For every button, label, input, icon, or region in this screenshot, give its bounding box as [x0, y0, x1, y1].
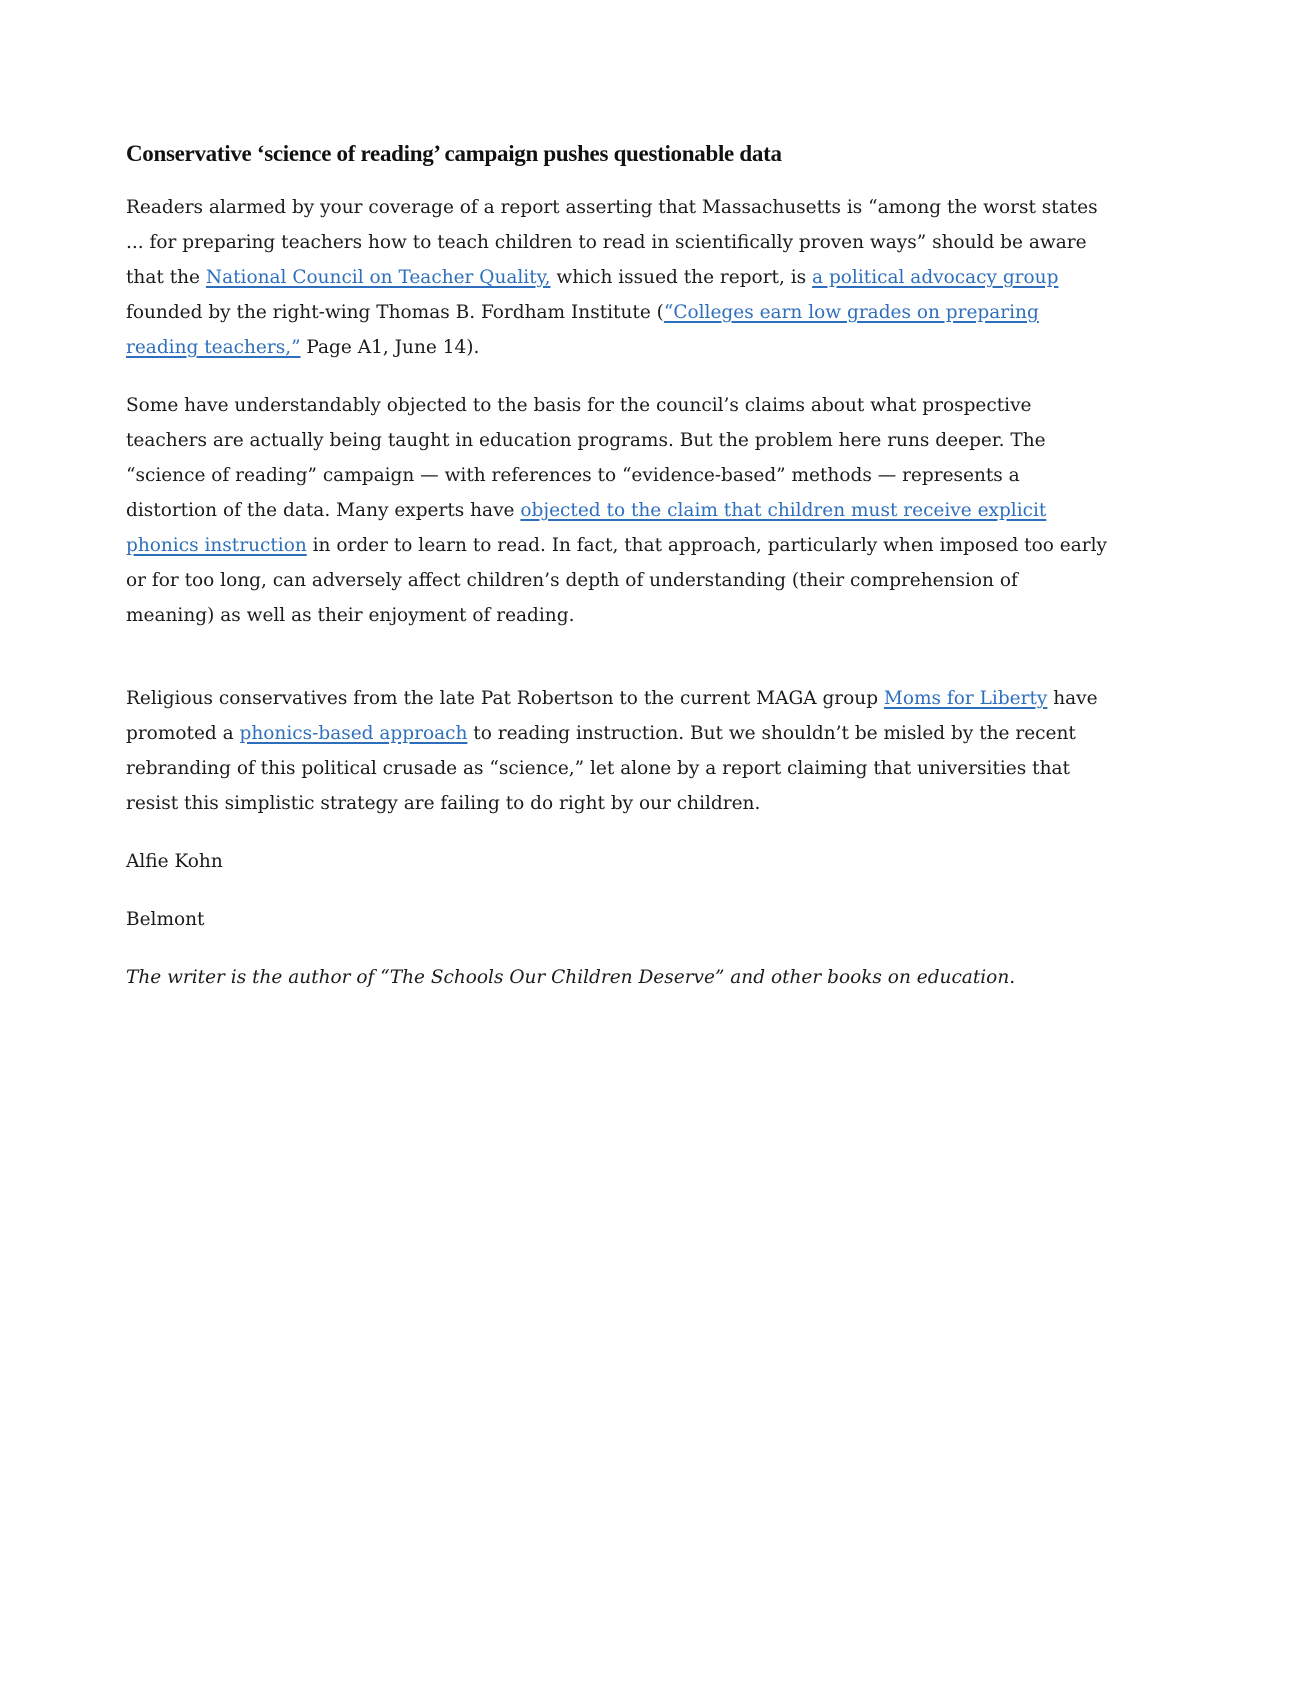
footer-author-note: The writer is the author of “The Schools Our Children Deserve” and other books on education.: [126, 967, 1016, 988]
signature-name: Alfie Kohn: [126, 851, 223, 872]
article-title: Conservative ‘science of reading’ campaign pushes questionable data: [126, 141, 782, 166]
inline-link[interactable]: “Colleges earn low grades on preparing reading teachers,”: [126, 302, 1039, 358]
article-content: [126, 140, 1111, 995]
para-deeper-problem: Some have understandably objected to the basis for the council’s claims about what prospective teachers are actually being taught in education programs. But the problem here runs deeper. The “science of reading” campaign — with references to “evidence-based” methods — represents a distortion of the data. Many experts have objected to the claim that children must receive explicit phonics instruction in order to learn to read. In fact, that approach, particularly when imposed too early or for too long, can adversely affect children’s depth of understanding (their comprehension of meaning) as well as their enjoyment of reading.: [126, 395, 1107, 626]
signature-city: Belmont: [126, 909, 205, 930]
article-body: [126, 190, 1111, 995]
para-report-claim: Readers alarmed by your coverage of a report asserting that Massachusetts is “among the worst states ... for preparing teachers how to teach children to read in scientifically proven ways” should be aware that the National Council on Teacher Quality, which issued the report, is a political advocacy group founded by the right-wing Thomas B. Fordham Institute (“Colleges earn low grades on preparing reading teachers,” Page A1, June 14).: [126, 197, 1098, 358]
inline-link[interactable]: phonics-based approach: [239, 723, 468, 744]
italic-text: The writer is the author of “The Schools Our Children Deserve” and other books on education: [126, 967, 1010, 988]
inline-link[interactable]: Moms for Liberty: [883, 688, 1048, 709]
inline-link[interactable]: objected to the claim that children must receive explicit phonics instruction: [126, 500, 1047, 556]
inline-link[interactable]: National Council on Teacher Quality,: [205, 267, 551, 288]
para-religious-conservatives: Religious conservatives from the late Pat Robertson to the current MAGA group Moms for Liberty have promoted a phonics-based approach to reading instruction. But we shouldn’t be misled by the recent rebranding of this political crusade as “science,” let alone by a report claiming that universities that resist this simplistic strategy are failing to do right by our children.: [126, 688, 1098, 814]
inline-link[interactable]: a political advocacy group: [812, 267, 1059, 288]
